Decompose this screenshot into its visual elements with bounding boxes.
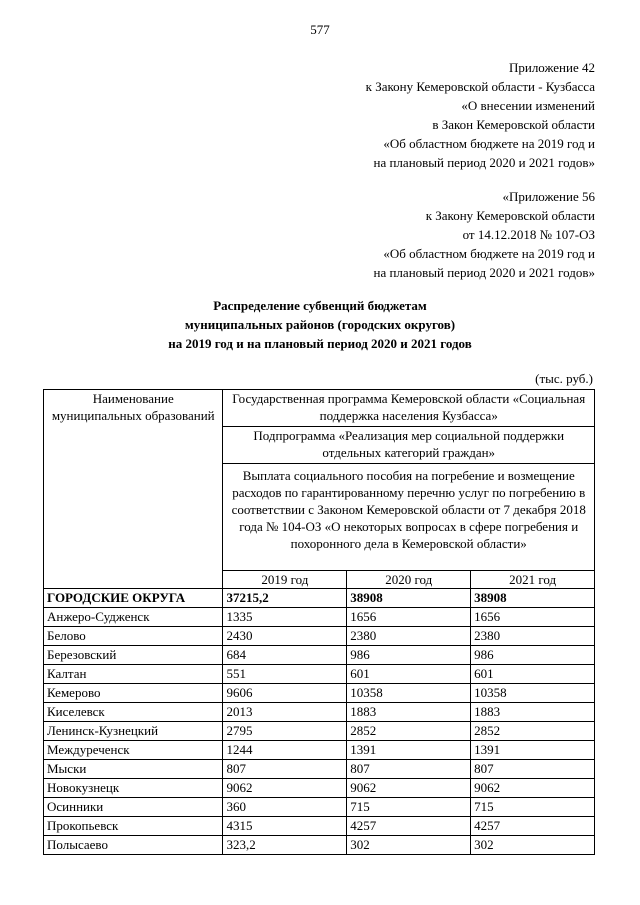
cell-municipality-name: Междуреченск	[44, 741, 223, 760]
annex-line: к Закону Кемеровской области	[425, 208, 595, 223]
cell-municipality-name: Кемерово	[44, 684, 223, 703]
annex-line: Приложение 42	[508, 60, 595, 75]
cell-value-2021: 1391	[471, 741, 595, 760]
cell-value-2021: 4257	[471, 817, 595, 836]
cell-value-2019: 323,2	[223, 836, 347, 855]
cell-value-2020: 38908	[347, 589, 471, 608]
table-row	[44, 817, 595, 836]
cell-value-2021: 9062	[471, 779, 595, 798]
annex-56-block	[374, 187, 596, 282]
cell-value-2021: 38908	[471, 589, 595, 608]
table-row	[44, 722, 595, 741]
header-program: Государственная программа Кемеровской области «Социальная поддержка населения Кузбасса»	[223, 390, 595, 427]
cell-municipality-name: Белово	[44, 627, 223, 646]
cell-value-2020: 1656	[347, 608, 471, 627]
cell-value-2019: 551	[223, 665, 347, 684]
cell-municipality-name: Мыски	[44, 760, 223, 779]
cell-municipality-name: Калтан	[44, 665, 223, 684]
cell-municipality-name: Березовский	[44, 646, 223, 665]
annex-line: на плановый период 2020 и 2021 годов»	[373, 265, 595, 280]
table-row	[44, 836, 595, 855]
table-total-row	[44, 589, 595, 608]
annex-line: на плановый период 2020 и 2021 годов»	[373, 155, 595, 170]
cell-municipality-name: ГОРОДСКИЕ ОКРУГА	[44, 589, 223, 608]
cell-value-2020: 986	[347, 646, 471, 665]
cell-value-2020: 9062	[347, 779, 471, 798]
subvention-table	[43, 389, 595, 855]
cell-value-2020: 2380	[347, 627, 471, 646]
cell-value-2021: 2852	[471, 722, 595, 741]
cell-value-2020: 715	[347, 798, 471, 817]
units-label: (тыс. руб.)	[535, 371, 593, 386]
table-row	[44, 779, 595, 798]
cell-value-2019: 4315	[223, 817, 347, 836]
table-row	[44, 665, 595, 684]
cell-value-2019: 2013	[223, 703, 347, 722]
header-row-program	[44, 390, 595, 427]
header-year-2021: 2021 год	[471, 571, 595, 589]
cell-value-2021: 302	[471, 836, 595, 855]
cell-value-2020: 2852	[347, 722, 471, 741]
cell-municipality-name: Осинники	[44, 798, 223, 817]
cell-value-2021: 715	[471, 798, 595, 817]
annex-line: «Об областном бюджете на 2019 год и	[383, 136, 595, 151]
annex-line: «Об областном бюджете на 2019 год и	[383, 246, 595, 261]
cell-municipality-name: Ленинск-Кузнецкий	[44, 722, 223, 741]
annex-line: от 14.12.2018 № 107-ОЗ	[462, 227, 595, 242]
table-row	[44, 646, 595, 665]
header-subprogram: Подпрограмма «Реализация мер социальной поддержки отдельных категорий граждан»	[223, 427, 595, 464]
cell-value-2019: 684	[223, 646, 347, 665]
cell-value-2021: 1883	[471, 703, 595, 722]
cell-value-2021: 10358	[471, 684, 595, 703]
cell-municipality-name: Киселевск	[44, 703, 223, 722]
annex-42-block	[366, 58, 595, 172]
cell-value-2019: 1335	[223, 608, 347, 627]
cell-value-2019: 360	[223, 798, 347, 817]
table-row	[44, 703, 595, 722]
cell-value-2021: 601	[471, 665, 595, 684]
table-row	[44, 684, 595, 703]
cell-value-2020: 1391	[347, 741, 471, 760]
cell-municipality-name: Анжеро-Судженск	[44, 608, 223, 627]
cell-value-2020: 1883	[347, 703, 471, 722]
cell-value-2019: 9606	[223, 684, 347, 703]
cell-value-2020: 601	[347, 665, 471, 684]
cell-value-2020: 302	[347, 836, 471, 855]
annex-line: к Закону Кемеровской области - Кузбасса	[365, 79, 595, 94]
cell-value-2020: 807	[347, 760, 471, 779]
cell-municipality-name: Новокузнецк	[44, 779, 223, 798]
annex-line: «О внесении изменений	[461, 98, 595, 113]
cell-value-2019: 1244	[223, 741, 347, 760]
page-number: 577	[310, 22, 330, 37]
table-row	[44, 627, 595, 646]
title-line: на 2019 год и на плановый период 2020 и 2021 годов	[168, 336, 472, 351]
annex-line: «Приложение 56	[502, 189, 595, 204]
header-year-2020: 2020 год	[347, 571, 471, 589]
annex-line: в Закон Кемеровской области	[432, 117, 595, 132]
table-row	[44, 608, 595, 627]
cell-value-2019: 37215,2	[223, 589, 347, 608]
header-payment: Выплата социального пособия на погребение и возмещение расходов по гарантированному перечню услуг по погребению в соответствии с Законом Кемеровской области от 7 декабря 2018 года № 104-ОЗ «О некоторых вопросах в сфере погребения и похоронного дела в Кемеровской области»	[223, 464, 595, 571]
table-row	[44, 760, 595, 779]
header-year-2019: 2019 год	[223, 571, 347, 589]
cell-value-2021: 2380	[471, 627, 595, 646]
cell-value-2021: 807	[471, 760, 595, 779]
cell-value-2020: 4257	[347, 817, 471, 836]
cell-value-2021: 986	[471, 646, 595, 665]
cell-value-2019: 807	[223, 760, 347, 779]
cell-municipality-name: Прокопьевск	[44, 817, 223, 836]
cell-value-2020: 10358	[347, 684, 471, 703]
cell-value-2019: 2430	[223, 627, 347, 646]
table-row	[44, 741, 595, 760]
cell-municipality-name: Полысаево	[44, 836, 223, 855]
title-line: муниципальных районов (городских округов)	[184, 317, 456, 332]
title-line: Распределение субвенций бюджетам	[213, 298, 427, 313]
header-municipality-name: Наименование муниципальных образований	[44, 390, 223, 589]
document-title	[0, 296, 640, 353]
cell-value-2019: 2795	[223, 722, 347, 741]
cell-value-2021: 1656	[471, 608, 595, 627]
table-row	[44, 798, 595, 817]
cell-value-2019: 9062	[223, 779, 347, 798]
